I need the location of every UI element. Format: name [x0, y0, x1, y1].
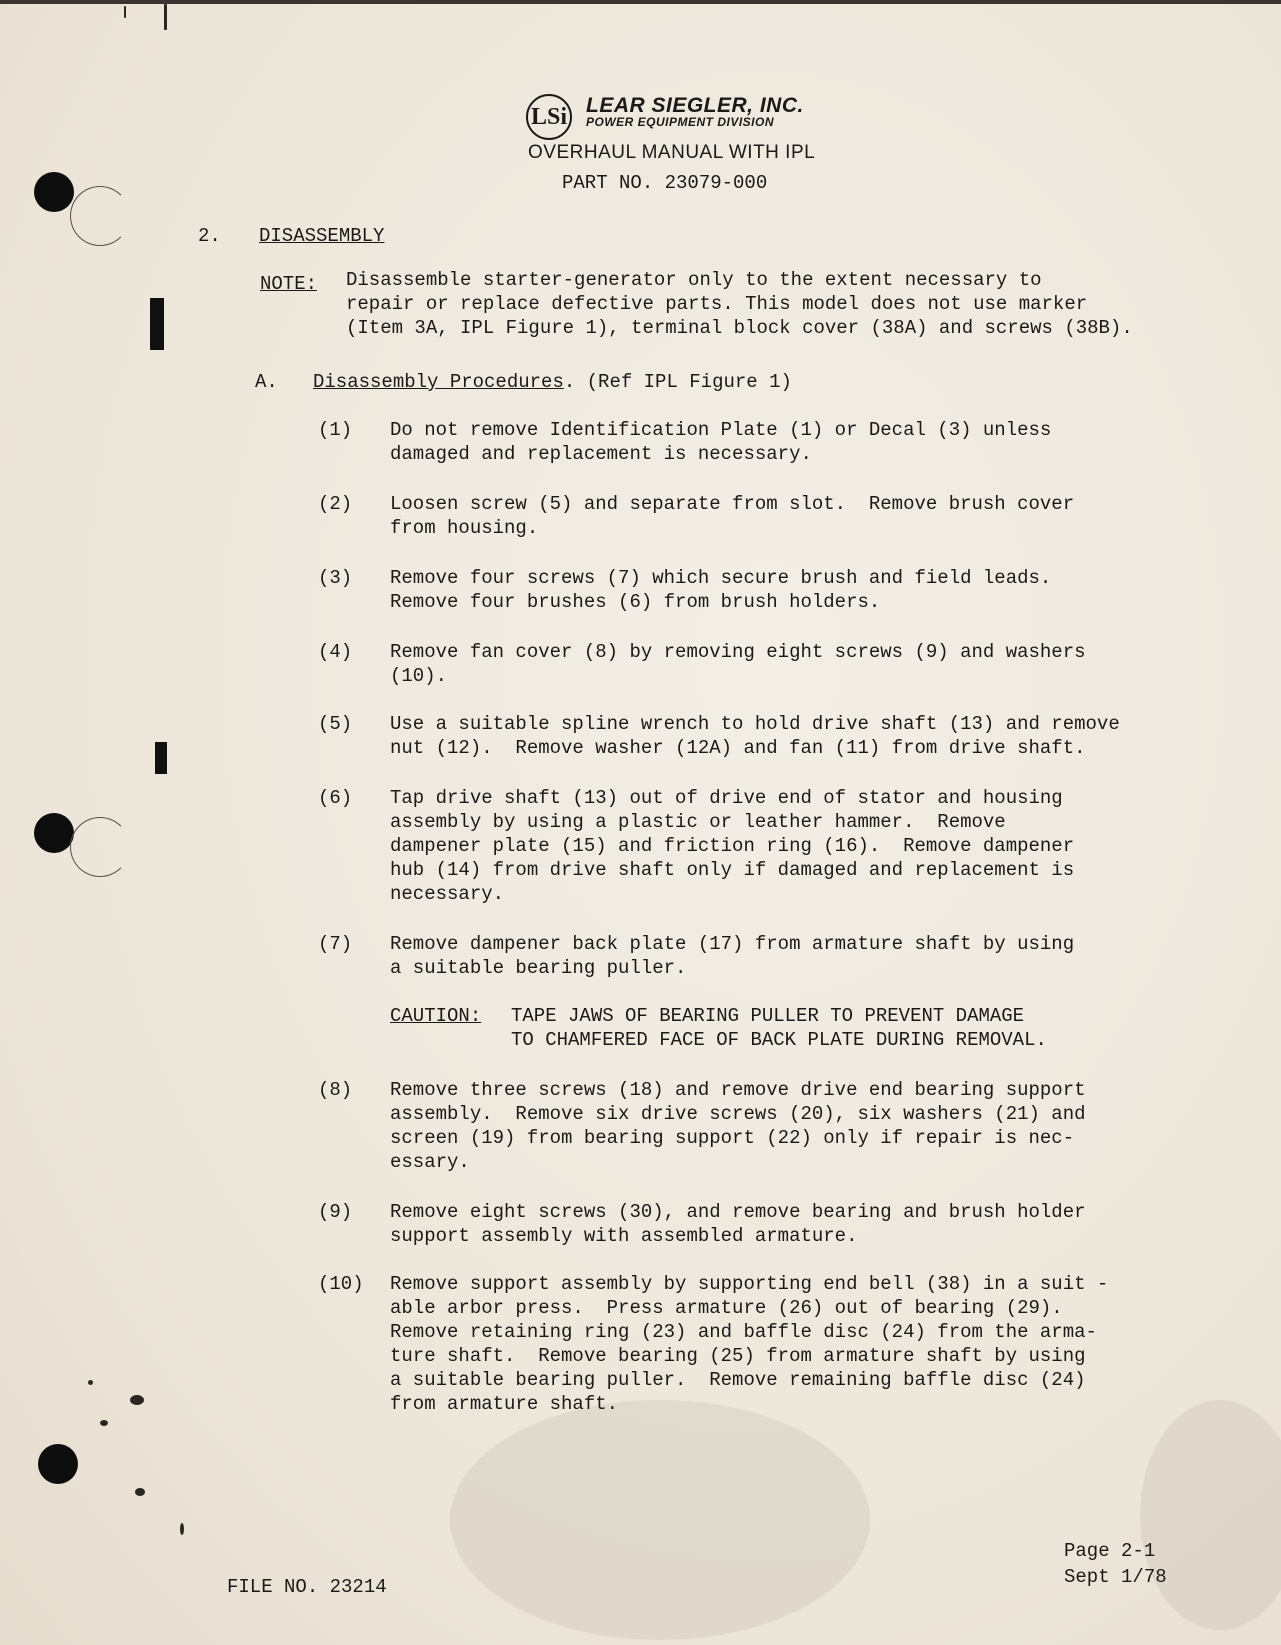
note-line: (Item 3A, IPL Figure 1), terminal block cover (38A) and screws (38B).	[346, 317, 1133, 339]
change-bar-note	[150, 298, 164, 350]
step-line: Use a suitable spline wrench to hold drive shaft (13) and remove	[390, 713, 1120, 735]
step-line: assembly by using a plastic or leather hammer. Remove	[390, 811, 1006, 833]
letterhead	[526, 94, 826, 140]
note-line: repair or replace defective parts. This model does not use marker	[346, 293, 1088, 315]
step-line: from housing.	[390, 517, 539, 539]
step-number: (4)	[318, 641, 353, 663]
revision-date: Sept 1/78	[1064, 1566, 1167, 1588]
step-line: assembly. Remove six drive screws (20), six washers (21) and	[390, 1103, 1086, 1125]
step-line: a suitable bearing puller. Remove remaining baffle disc (24)	[390, 1369, 1086, 1391]
binder-hole-bottom	[38, 1444, 78, 1484]
step-line: Remove dampener back plate (17) from armature shaft by using	[390, 933, 1075, 955]
subsection-letter: A.	[255, 371, 278, 393]
step-line: necessary.	[390, 883, 505, 905]
step-line: ture shaft. Remove bearing (25) from armature shaft by using	[390, 1345, 1086, 1367]
step-line: damaged and replacement is necessary.	[390, 443, 812, 465]
binder-hole-ring-top	[70, 186, 130, 246]
step-number: (7)	[318, 933, 353, 955]
step-line: Remove four brushes (6) from brush holders.	[390, 591, 881, 613]
scan-speck	[88, 1380, 93, 1385]
caution-line: TO CHAMFERED FACE OF BACK PLATE DURING REMOVAL.	[511, 1029, 1047, 1051]
subsection-heading	[313, 370, 792, 394]
step-line: a suitable bearing puller.	[390, 957, 687, 979]
company-name: LEAR SIEGLER, INC.	[586, 94, 804, 117]
step-line: (10).	[390, 665, 448, 687]
scan-speck	[180, 1523, 184, 1535]
step-line: Tap drive shaft (13) out of drive end of stator and housing	[390, 787, 1063, 809]
section-number: 2.	[198, 225, 221, 247]
step-number: (9)	[318, 1201, 353, 1223]
step-line: nut (12). Remove washer (12A) and fan (11) from drive shaft.	[390, 737, 1086, 759]
file-number: FILE NO. 23214	[227, 1576, 387, 1598]
step-line: screen (19) from bearing support (22) only if repair is nec-	[390, 1127, 1075, 1149]
step-line: able arbor press. Press armature (26) out of bearing (29).	[390, 1297, 1063, 1319]
scan-speck	[100, 1420, 108, 1426]
step-number: (1)	[318, 419, 353, 441]
step-number: (8)	[318, 1079, 353, 1101]
manual-title: OVERHAUL MANUAL WITH IPL	[528, 142, 816, 163]
part-number: PART NO. 23079-000	[562, 172, 768, 194]
step-line: Remove retaining ring (23) and baffle disc (24) from the arma-	[390, 1321, 1097, 1343]
note-line: Disassemble starter-generator only to the extent necessary to	[346, 269, 1042, 291]
step-line: Remove eight screws (30), and remove bearing and brush holder	[390, 1201, 1086, 1223]
company-logo: LSi	[526, 94, 572, 140]
scan-smudge	[450, 1400, 870, 1640]
step-number: (6)	[318, 787, 353, 809]
step-line: from armature shaft.	[390, 1393, 619, 1415]
step-number: (10)	[318, 1273, 364, 1295]
step-line: Remove fan cover (8) by removing eight screws (9) and washers	[390, 641, 1086, 663]
step-line: Remove support assembly by supporting end bell (38) in a suit -	[390, 1273, 1109, 1295]
step-number: (2)	[318, 493, 353, 515]
caution-label: CAUTION:	[390, 1005, 482, 1027]
step-line: hub (14) from drive shaft only if damaged and replacement is	[390, 859, 1075, 881]
step-line: essary.	[390, 1151, 470, 1173]
scan-speck	[164, 4, 167, 30]
scan-speck	[130, 1395, 144, 1405]
page-number: Page 2-1	[1064, 1540, 1156, 1562]
step-line: support assembly with assembled armature.	[390, 1225, 858, 1247]
step-line: dampener plate (15) and friction ring (16). Remove dampener	[390, 835, 1075, 857]
step-line: Remove four screws (7) which secure brush and field leads.	[390, 567, 1052, 589]
step-line: Do not remove Identification Plate (1) or Decal (3) unless	[390, 419, 1052, 441]
page-info	[1064, 1538, 1167, 1590]
subsection-title: Disassembly Procedures	[313, 371, 564, 393]
caution-line: TAPE JAWS OF BEARING PULLER TO PREVENT DAMAGE	[511, 1005, 1025, 1027]
step-line: Remove three screws (18) and remove drive end bearing support	[390, 1079, 1086, 1101]
change-bar-step5	[155, 742, 167, 774]
scan-smudge	[1140, 1400, 1281, 1630]
scan-speck	[135, 1488, 145, 1496]
binder-hole-top	[34, 172, 74, 212]
binder-hole-middle	[34, 813, 74, 853]
scan-speck	[124, 6, 126, 18]
step-number: (3)	[318, 567, 353, 589]
company-division: POWER EQUIPMENT DIVISION	[586, 115, 775, 129]
subsection-ref: . (Ref IPL Figure 1)	[563, 371, 792, 393]
scan-top-edge	[0, 0, 1281, 4]
step-line: Loosen screw (5) and separate from slot. Remove brush cover	[390, 493, 1075, 515]
note-label: NOTE:	[260, 273, 318, 295]
section-title: DISASSEMBLY	[259, 225, 385, 247]
step-number: (5)	[318, 713, 353, 735]
binder-hole-ring-middle	[70, 817, 130, 877]
